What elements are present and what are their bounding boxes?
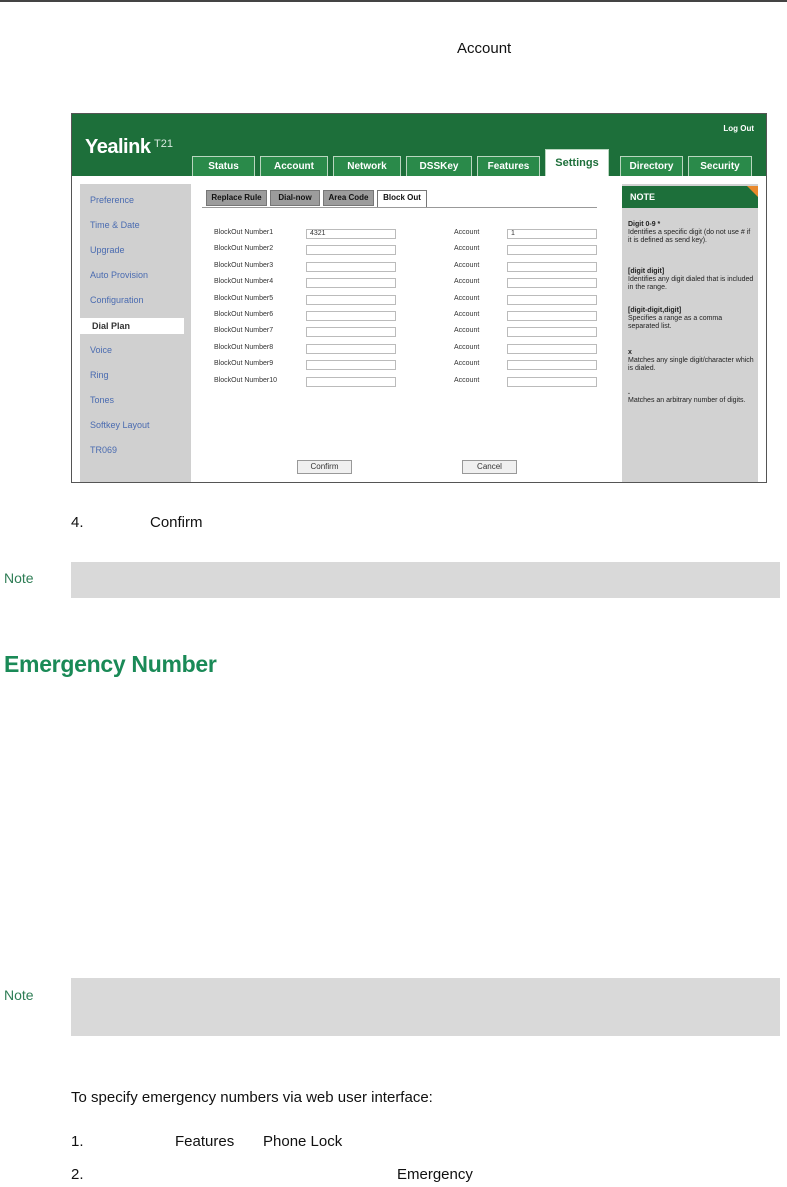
sidebar-item-ring[interactable]: Ring	[90, 370, 109, 380]
note-title: NOTE	[622, 186, 758, 208]
procedure-heading: To specify emergency numbers via web user interface:	[71, 1089, 433, 1106]
blockout-number-input[interactable]	[306, 344, 396, 354]
note-item	[628, 221, 754, 245]
blockout-number-input[interactable]	[306, 360, 396, 370]
blockout-number-label: BlockOut Number5	[214, 294, 274, 302]
account-label: Account	[454, 261, 480, 269]
note-corner-icon	[747, 186, 758, 197]
account-input[interactable]	[507, 245, 597, 255]
sidebar-item-softkey-layout[interactable]: Softkey Layout	[90, 420, 150, 430]
account-label: Account	[454, 278, 480, 286]
note-term: .	[628, 389, 630, 396]
account-label: Account	[454, 311, 480, 318]
sidebar-item-dial-plan[interactable]: Dial Plan	[80, 318, 184, 334]
note-box-2	[71, 978, 780, 1036]
note-desc: Identifies any digit dialed that is included in the range.	[628, 276, 754, 291]
blockout-number-label: BlockOut Number9	[214, 360, 274, 368]
blockout-number-label: BlockOut Number1	[214, 229, 274, 236]
blockout-number-input[interactable]	[306, 295, 396, 305]
sidebar-item-tones[interactable]: Tones	[90, 395, 115, 405]
step-1-features: Features	[175, 1133, 235, 1150]
tab-security[interactable]: Security	[688, 156, 752, 176]
blockout-number-label: BlockOut Number2	[214, 245, 274, 253]
tab-network[interactable]: Network	[333, 156, 401, 176]
note-term: x	[628, 349, 632, 356]
account-label: Account	[454, 327, 480, 335]
note-label-1: Note	[4, 570, 34, 586]
note-term: [digit-digit,digit]	[628, 307, 682, 314]
account-input[interactable]	[507, 262, 597, 272]
step-2-number: 2.	[71, 1166, 84, 1183]
step-4-number: 4.	[71, 514, 84, 531]
account-input[interactable]	[507, 278, 597, 288]
account-label: Account	[454, 245, 480, 253]
note-item	[628, 268, 754, 292]
tab-account[interactable]: Account	[260, 156, 328, 176]
account-input[interactable]	[507, 311, 597, 321]
subtab-divider	[202, 207, 597, 208]
yealink-logo: Yealink	[85, 136, 151, 158]
sidebar-item-tr069[interactable]: TR069	[90, 445, 118, 455]
blockout-number-label: BlockOut Number3	[214, 261, 274, 269]
account-input[interactable]	[507, 360, 597, 370]
sidebar-item-upgrade[interactable]: Upgrade	[90, 245, 125, 255]
note-desc: Identifies a specific digit (do not use # if it is defined as send key).	[628, 229, 751, 244]
account-input[interactable]	[507, 377, 597, 387]
account-input[interactable]	[507, 327, 597, 337]
model-label: T21	[154, 138, 173, 150]
blockout-number-input[interactable]: 4321	[306, 229, 396, 239]
account-label: Account	[454, 294, 480, 302]
tab-status[interactable]: Status	[192, 156, 255, 176]
account-input[interactable]	[507, 295, 597, 305]
account-label: Account	[454, 343, 480, 351]
sidebar-item-time-date[interactable]: Time & Date	[90, 220, 140, 230]
blockout-number-input[interactable]	[306, 262, 396, 272]
web-ui-screenshot	[71, 113, 767, 483]
note-box-1	[71, 562, 780, 598]
tab-features[interactable]: Features	[477, 156, 540, 176]
note-term: Digit 0-9 *	[628, 221, 661, 228]
subtab-area-code[interactable]: Area Code	[323, 190, 374, 206]
confirm-button[interactable]: Confirm	[297, 460, 352, 474]
blockout-number-input[interactable]	[306, 311, 396, 321]
sidebar-item-preference[interactable]: Preference	[90, 195, 135, 205]
account-input[interactable]	[507, 344, 597, 354]
subtab-replace-rule[interactable]: Replace Rule	[206, 190, 267, 206]
blockout-number-input[interactable]	[306, 245, 396, 255]
account-label: Account	[454, 376, 480, 384]
step-4-confirm-word: Confirm	[150, 514, 203, 531]
sidebar-item-auto-provision[interactable]: Auto Provision	[90, 270, 149, 280]
blockout-number-label: BlockOut Number6	[214, 311, 274, 318]
blockout-number-label: BlockOut Number4	[214, 278, 274, 286]
blockout-number-label: BlockOut Number7	[214, 327, 274, 335]
note-item	[628, 349, 754, 373]
blockout-number-label: BlockOut Number8	[214, 343, 274, 351]
blockout-number-label: BlockOut Number10	[214, 376, 278, 384]
step-2-emergency: Emergency	[397, 1166, 473, 1183]
tab-settings[interactable]: Settings	[545, 149, 609, 176]
note-item	[628, 389, 754, 405]
account-input[interactable]: 1	[507, 229, 597, 239]
note-desc: Matches any single digit/character which is dialed.	[628, 357, 754, 372]
cancel-button[interactable]: Cancel	[462, 460, 517, 474]
sidebar-item-voice[interactable]: Voice	[90, 345, 113, 355]
subtab-block-out[interactable]: Block Out	[377, 190, 427, 208]
step-1-phone-lock: Phone Lock	[263, 1133, 343, 1150]
note-desc: Matches an arbitrary number of digits.	[628, 397, 746, 404]
account-label: Account	[454, 229, 480, 236]
intro-account-word: Account	[457, 40, 512, 57]
account-label: Account	[454, 360, 480, 368]
blockout-number-input[interactable]	[306, 327, 396, 337]
tab-directory[interactable]: Directory	[620, 156, 683, 176]
subtab-dial-now[interactable]: Dial-now	[270, 190, 320, 206]
note-item	[628, 307, 754, 331]
note-desc: Specifies a range as a comma separated list.	[628, 315, 723, 330]
sidebar-item-configuration[interactable]: Configuration	[90, 295, 144, 305]
page-top-rule	[0, 0, 787, 2]
note-term: [digit digit]	[628, 268, 665, 275]
note-label-2: Note	[4, 987, 34, 1003]
blockout-number-input[interactable]	[306, 278, 396, 288]
blockout-number-input[interactable]	[306, 377, 396, 387]
section-title: Emergency Number	[4, 651, 217, 677]
logout-link[interactable]: Log Out	[723, 124, 754, 133]
step-1-number: 1.	[71, 1133, 84, 1150]
tab-dsskey[interactable]: DSSKey	[406, 156, 472, 176]
